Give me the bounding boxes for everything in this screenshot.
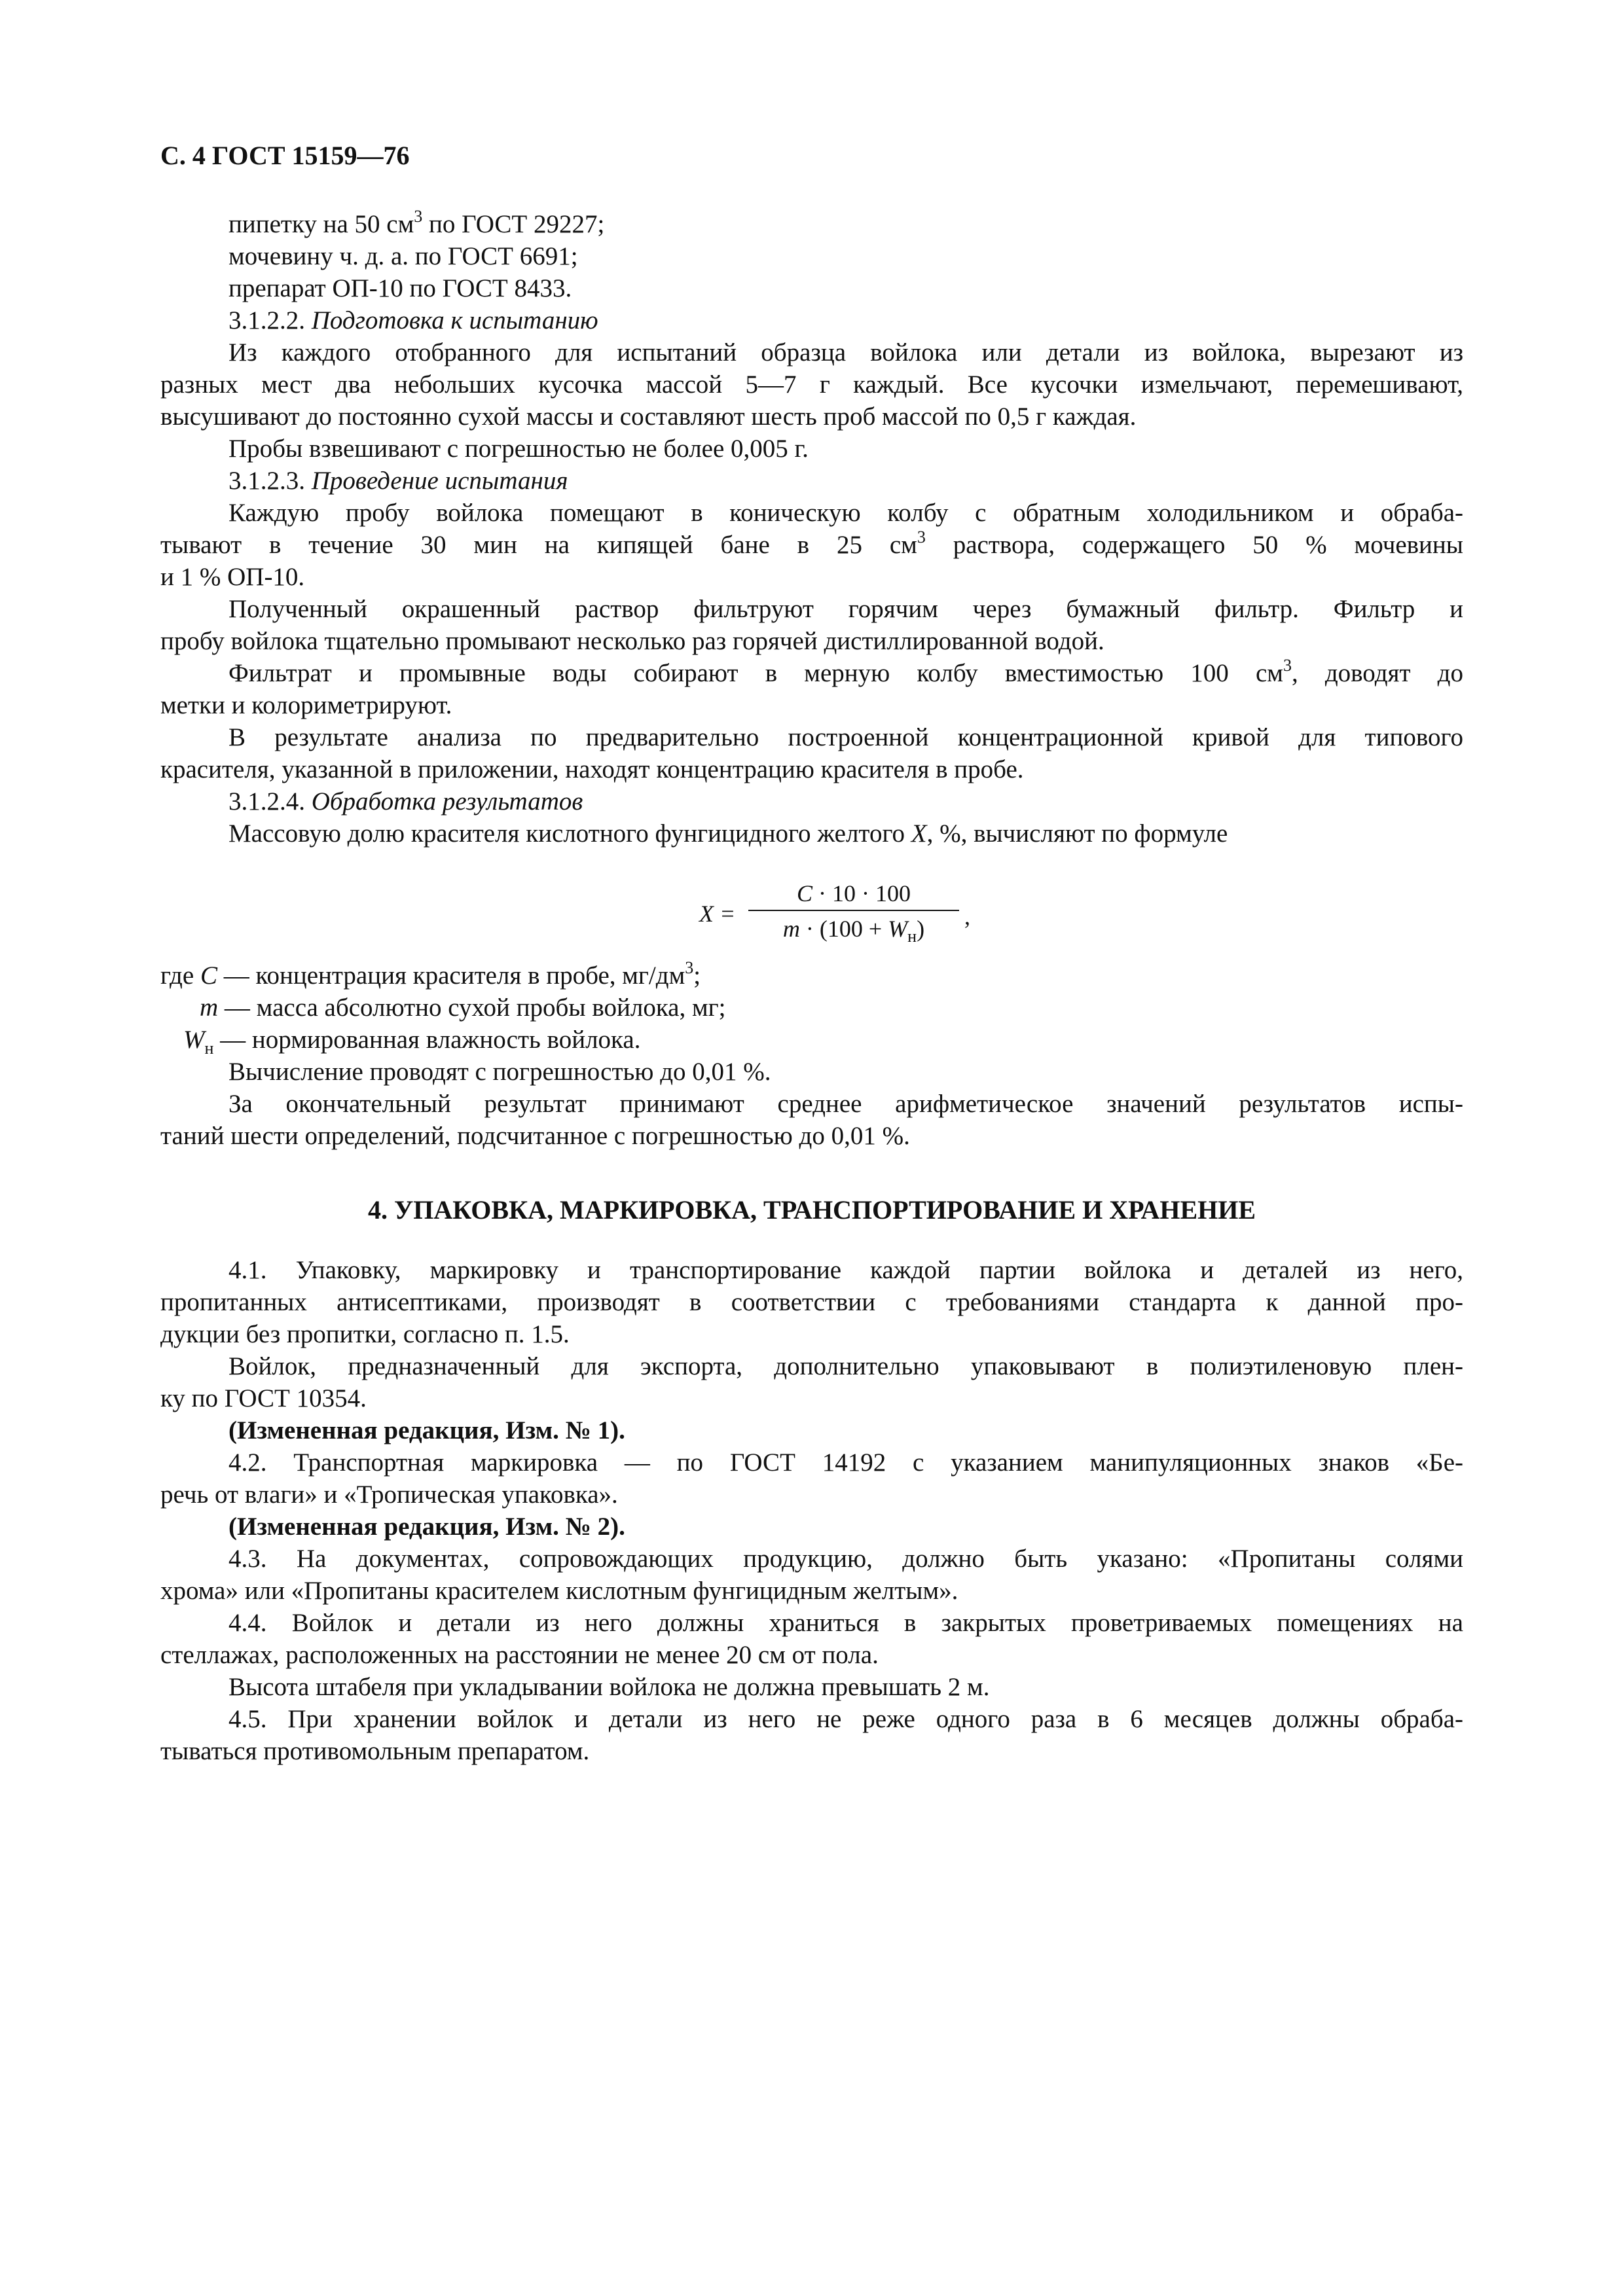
subscript: н — [907, 927, 917, 946]
paragraph-line: и 1 % ОП-10. — [160, 563, 305, 591]
paragraph-line: красителя, указанной в приложении, находят концентрацию красителя в пробе. — [160, 755, 1024, 783]
legend-line — [160, 992, 1463, 1024]
paragraph-line: хрома» или «Пропитаны красителем кислотным фунгицидным желтым». — [160, 1577, 958, 1605]
paragraph-line: метки и колориметрируют. — [160, 691, 452, 719]
fraction-numerator — [748, 878, 959, 908]
formula-comma: , — [964, 903, 970, 929]
legend-line — [160, 960, 1463, 992]
paragraph-line: 4.5. При хранении войлок и детали из него не реже одного раза в 6 месяцев должны обраба- — [228, 1705, 1463, 1733]
paragraph-line: стеллажах, расположенных на расстоянии не менее 20 см от пола. — [160, 1641, 879, 1669]
paragraph-line: В результате анализа по предварительно построенной концентрационной кривой для типового — [228, 723, 1463, 751]
clause-title: Подготовка к испытанию — [311, 306, 598, 334]
superscript: 3 — [917, 528, 926, 547]
text-span: · 10 · 100 — [812, 880, 911, 906]
formula-block — [160, 859, 1463, 957]
paragraph-line: Вычисление проводят с погрешностью до 0,01 %. — [228, 1058, 771, 1086]
fraction — [748, 878, 959, 944]
paragraph-line — [160, 529, 1463, 561]
legend-line — [160, 1024, 1463, 1056]
text-span: пипетку на 50 см — [228, 210, 414, 238]
paragraph-line: Из каждого отобранного для испытаний образца войлока или детали из войлока, вырезают из — [228, 338, 1463, 367]
fraction-denominator — [748, 914, 959, 944]
variable: C — [200, 961, 217, 990]
text-span: по ГОСТ 29227; — [422, 210, 605, 238]
clause-3-1-2-3-heading — [160, 465, 1463, 497]
text-span: ) — [917, 916, 925, 942]
paragraph-line: Войлок, предназначенный для экспорта, дополнительно упаковывают в полиэтиленовую плен- — [228, 1352, 1463, 1380]
amendment-note: (Измененная редакция, Изм. № 1). — [228, 1416, 625, 1444]
paragraph-line: речь от влаги» и «Тропическая упаковка». — [160, 1480, 618, 1509]
paragraph-line: таний шести определений, подсчитанное с погрешностью до 0,01 %. — [160, 1122, 910, 1150]
running-head: С. 4 ГОСТ 15159—76 — [160, 141, 410, 170]
fraction-bar — [748, 910, 959, 911]
variable: m — [200, 994, 219, 1022]
variable: X — [911, 819, 927, 848]
list-item-op10: препарат ОП-10 по ГОСТ 8433. — [228, 274, 572, 302]
paragraph-line: Полученный окрашенный раствор фильтруют горячим через бумажный фильтр. Фильтр и — [228, 595, 1463, 623]
section-4-heading: 4. УПАКОВКА, МАРКИРОВКА, ТРАНСПОРТИРОВАНИЕ И ХРАНЕНИЕ — [367, 1195, 1256, 1225]
paragraph-line: 4.3. На документах, сопровождающих продукцию, должно быть указано: «Пропитаны солями — [228, 1545, 1463, 1573]
paragraph-line — [160, 657, 1463, 689]
variable: C — [797, 880, 813, 906]
variable: W — [888, 916, 908, 942]
variable: W — [183, 1026, 205, 1054]
paragraph-line: высушивают до постоянно сухой массы и составляют шесть проб массой по 0,5 г каждая. — [160, 403, 1137, 431]
variable: m — [782, 916, 800, 942]
clause-3-1-2-4-heading — [160, 785, 1463, 817]
superscript: 3 — [414, 207, 423, 226]
superscript: 3 — [1283, 656, 1292, 675]
clause-number: 3.1.2.2. — [228, 306, 312, 334]
paragraph-line: За окончательный результат принимают среднее арифметическое значений результатов испы- — [228, 1090, 1463, 1118]
text-span: тывают в течение 30 мин на кипящей бане в 25 см — [160, 531, 917, 559]
text-span: , доводят до — [1291, 659, 1463, 687]
paragraph-line: тываться противомольным препаратом. — [160, 1737, 590, 1765]
clause-title: Обработка результатов — [311, 787, 583, 816]
paragraph-line: дукции без пропитки, согласно п. 1.5. — [160, 1320, 570, 1348]
clause-number: 3.1.2.3. — [228, 467, 312, 495]
text-span: Фильтрат и промывные воды собирают в мерную колбу вместимостью 100 см — [228, 659, 1283, 687]
paragraph-line: 4.4. Войлок и детали из него должны храниться в закрытых проветриваемых помещениях на — [228, 1609, 1463, 1637]
clause-title: Проведение испытания — [311, 467, 568, 495]
list-item-urea: мочевину ч. д. а. по ГОСТ 6691; — [228, 242, 578, 270]
text-span: · (100 + — [799, 916, 888, 942]
paragraph-line: пропитанных антисептиками, производят в соответствии с требованиями стандарта к данной про- — [160, 1288, 1463, 1316]
text-span: — концентрация красителя в пробе, мг/дм — [217, 961, 685, 990]
text-span: , %, вычисляют по формуле — [926, 819, 1228, 848]
text-span: — масса абсолютно сухой пробы войлока, мг; — [218, 994, 726, 1022]
paragraph-line: разных мест два небольших кусочка массой 5—7 г каждый. Все кусочки измельчают, перемешивают, — [160, 370, 1463, 399]
text-span: где — [160, 961, 200, 990]
paragraph-line: 4.1. Упаковку, маркировку и транспортирование каждой партии войлока и деталей из него, — [228, 1256, 1463, 1284]
list-item-pipette — [160, 208, 1463, 240]
clause-3-1-2-2-heading — [160, 304, 1463, 336]
amendment-note: (Измененная редакция, Изм. № 2). — [228, 1513, 625, 1541]
page-content — [160, 208, 1463, 1767]
paragraph-line: ку по ГОСТ 10354. — [160, 1384, 367, 1412]
paragraph-line — [160, 817, 1463, 850]
paragraph-line: 4.2. Транспортная маркировка — по ГОСТ 14192 с указанием манипуляционных знаков «Бе- — [228, 1448, 1463, 1477]
subscript: н — [204, 1038, 214, 1058]
text-span: Массовую долю красителя кислотного фунгицидного желтого — [228, 819, 911, 848]
clause-number: 3.1.2.4. — [228, 787, 312, 816]
text-span: раствора, содержащего 50 % мочевины — [925, 531, 1463, 559]
superscript: 3 — [685, 958, 694, 977]
paragraph-line: Высота штабеля при укладывании войлока не должна превышать 2 м. — [228, 1673, 990, 1701]
paragraph-line: Каждую пробу войлока помещают в коническую колбу с обратным холодильником и обраба- — [228, 499, 1463, 527]
formula-lhs: X = — [699, 901, 736, 927]
text-span: — нормированная влажность войлока. — [213, 1026, 641, 1054]
paragraph-line: пробу войлока тщательно промывают несколько раз горячей дистиллированной водой. — [160, 627, 1104, 655]
text-span: ; — [693, 961, 701, 990]
paragraph-line: Пробы взвешивают с погрешностью не более 0,005 г. — [228, 435, 809, 463]
